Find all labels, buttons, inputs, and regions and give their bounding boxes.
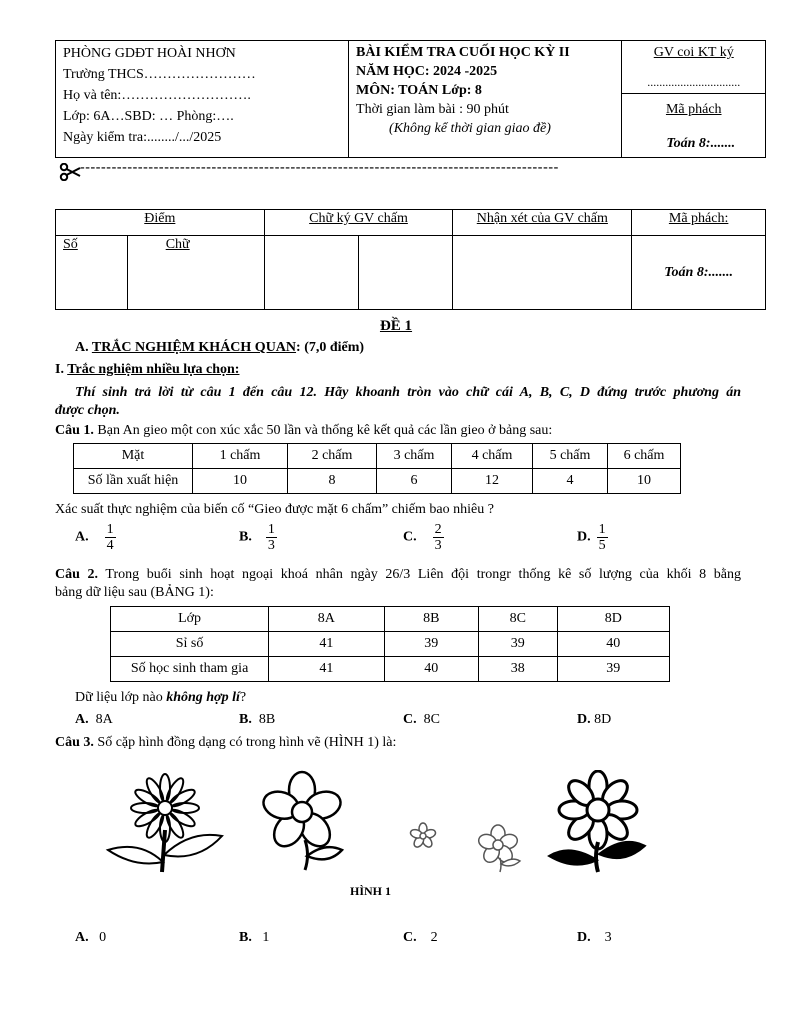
school-field: Trường THCS…………………… [63, 67, 256, 82]
q1-th-4: 4 chấm [452, 444, 533, 469]
q2-r0-c2: 39 [384, 632, 478, 657]
q2-th-3: 8C [478, 607, 557, 632]
flower-1-daisy [108, 774, 222, 872]
exam-header [55, 40, 766, 158]
exam-title: BÀI KIỂM TRA CUỐI HỌC KỲ II [356, 45, 570, 60]
flower-2-outline [260, 772, 344, 870]
q1-th-0: Mặt [74, 444, 193, 469]
grade-table [55, 209, 766, 310]
q1-th-5: 5 chấm [533, 444, 608, 469]
q1-table-row [74, 469, 681, 494]
instruction-line-2: được chọn. [55, 403, 120, 418]
code-value: Toán 8:....... [666, 136, 736, 151]
q1-td-2: 8 [288, 469, 377, 494]
scissors-icon [59, 163, 81, 186]
proctor-cell [622, 41, 766, 158]
figure-1-caption: HÌNH 1 [350, 884, 392, 898]
q1-td-3: 6 [377, 469, 452, 494]
q1-option-a[interactable]: A. $\frac{1}{4}$ [75, 522, 114, 553]
school-info-cell [56, 41, 349, 158]
q3-stem: Câu 3. Số cặp hình đồng dạng có trong hình vẽ (HÌNH 1) là: [55, 735, 397, 750]
code-label: Mã phách [665, 102, 722, 117]
q2-r1-c2: 40 [384, 657, 478, 682]
proctor-sign-label: GV coi KT ký [653, 45, 734, 60]
q1-td-0: Số lần xuất hiện [74, 469, 193, 494]
q2-r0-c1: 41 [269, 632, 384, 657]
q1-option-c[interactable]: C. $\frac{2}{3}$ [403, 522, 442, 553]
code-header: Mã phách: [632, 210, 766, 236]
q1-th-3: 3 chấm [377, 444, 452, 469]
score-header: Điểm [56, 210, 265, 236]
grader-sign-cell-2[interactable] [359, 236, 453, 310]
grader-sign-header: Chữ ký GV chấm [264, 210, 453, 236]
q1-td-5: 4 [533, 469, 608, 494]
q1-question: Xác suất thực nghiệm của biến cố “Gieo được mặt 6 chấm” chiếm bao nhiêu ? [55, 502, 494, 517]
q2-r1-c1: 41 [269, 657, 384, 682]
q2-th-0: Lớp [111, 607, 269, 632]
grader-comment-cell[interactable] [453, 236, 632, 310]
q2-th-1: 8A [269, 607, 384, 632]
q1-table-header-row [74, 444, 681, 469]
q1-th-6: 6 chấm [608, 444, 681, 469]
exam-info-cell [349, 41, 622, 158]
flower-3-small-grey [409, 823, 520, 872]
q1-option-b[interactable]: B. $\frac{1}{3}$ [239, 522, 275, 553]
score-words-cell[interactable]: Chữ [127, 236, 264, 310]
q2-table-row [111, 632, 670, 657]
duration: Thời gian làm bài : 90 phút [356, 102, 509, 117]
q2-question: Dữ liệu lớp nào không hợp lí? [75, 690, 247, 705]
q2-table [110, 606, 670, 682]
q2-table-header-row [111, 607, 670, 632]
school-year: NĂM HỌC: 2024 -2025 [356, 64, 498, 79]
q1-td-1: 10 [193, 469, 288, 494]
q1-table [73, 443, 681, 494]
grader-sign-cell-1[interactable] [264, 236, 358, 310]
exam-date-field: Ngày kiểm tra:......../.../2025 [63, 130, 222, 145]
q1-stem: Câu 1. Bạn An gieo một con xúc xắc 50 lần và thống kê kết quả các lần gieo ở bảng sau: [55, 423, 553, 438]
q3-option-c[interactable]: C. 2 [403, 930, 438, 945]
q2-th-2: 8B [384, 607, 478, 632]
student-name-field: Họ và tên:………………………. [63, 88, 251, 103]
duration-note: (Không kể thời gian giao đề) [389, 121, 551, 136]
q2-r0-c0: Sỉ số [111, 632, 269, 657]
score-number-cell[interactable]: Số [56, 236, 128, 310]
q1-option-d[interactable]: D. $\frac{1}{5}$ [577, 522, 606, 553]
proctor-sign-dots: ............................... [647, 75, 741, 89]
q1-td-6: 10 [608, 469, 681, 494]
exam-code: ĐỀ 1 [379, 318, 413, 334]
q2-table-row [111, 657, 670, 682]
q3-option-b[interactable]: B. 1 [239, 930, 270, 945]
q2-stem-line-2: bảng dữ liệu sau (BẢNG 1): [55, 585, 214, 600]
q2-option-b[interactable]: B. 8B [239, 712, 276, 727]
q2-option-c[interactable]: C. 8C [403, 712, 440, 727]
q3-option-d[interactable]: D. 3 [577, 930, 612, 945]
q2-r0-c4: 40 [557, 632, 669, 657]
q1-td-4: 12 [452, 469, 533, 494]
q2-r1-c0: Số học sinh tham gia [111, 657, 269, 682]
section-a-heading: A. TRẮC NGHIỆM KHÁCH QUAN: (7,0 điểm) [75, 340, 365, 355]
class-field: Lớp: 6A…SBD: … Phòng:…. [63, 109, 234, 124]
q2-th-4: 8D [557, 607, 669, 632]
flower-4-bold [550, 771, 644, 872]
q2-stem-line-1: Câu 2. Trong buổi sinh hoạt ngoại khoá nhân ngày 26/3 Liên đội trongr thống kê số lượng của khối 8 bằng [55, 567, 741, 582]
grader-comment-header: Nhận xét của GV chấm [453, 210, 632, 236]
q2-r1-c3: 38 [478, 657, 557, 682]
part1-heading: I. Trắc nghiệm nhiều lựa chọn: [55, 362, 240, 377]
department: PHÒNG GDĐT HOÀI NHƠN [63, 46, 236, 61]
cut-line: ------------------------------------------------------------------------------------------- [80, 160, 559, 175]
q1-th-1: 1 chấm [193, 444, 288, 469]
q2-r1-c4: 39 [557, 657, 669, 682]
q1-th-2: 2 chấm [288, 444, 377, 469]
q2-r0-c3: 39 [478, 632, 557, 657]
instruction-line-1: Thí sinh trả lời từ câu 1 đến câu 12. Hãy khoanh tròn vào chữ cái A, B, C, D đứng trước phương án [75, 385, 741, 400]
figure-1-flowers [100, 770, 660, 880]
q2-option-d[interactable]: D. 8D [577, 712, 612, 727]
q2-option-a[interactable]: A. 8A [75, 712, 113, 727]
q3-option-a[interactable]: A. 0 [75, 930, 107, 945]
subject: MÔN: TOÁN Lớp: 8 [356, 83, 482, 98]
code-cell: Toán 8:....... [632, 236, 766, 310]
